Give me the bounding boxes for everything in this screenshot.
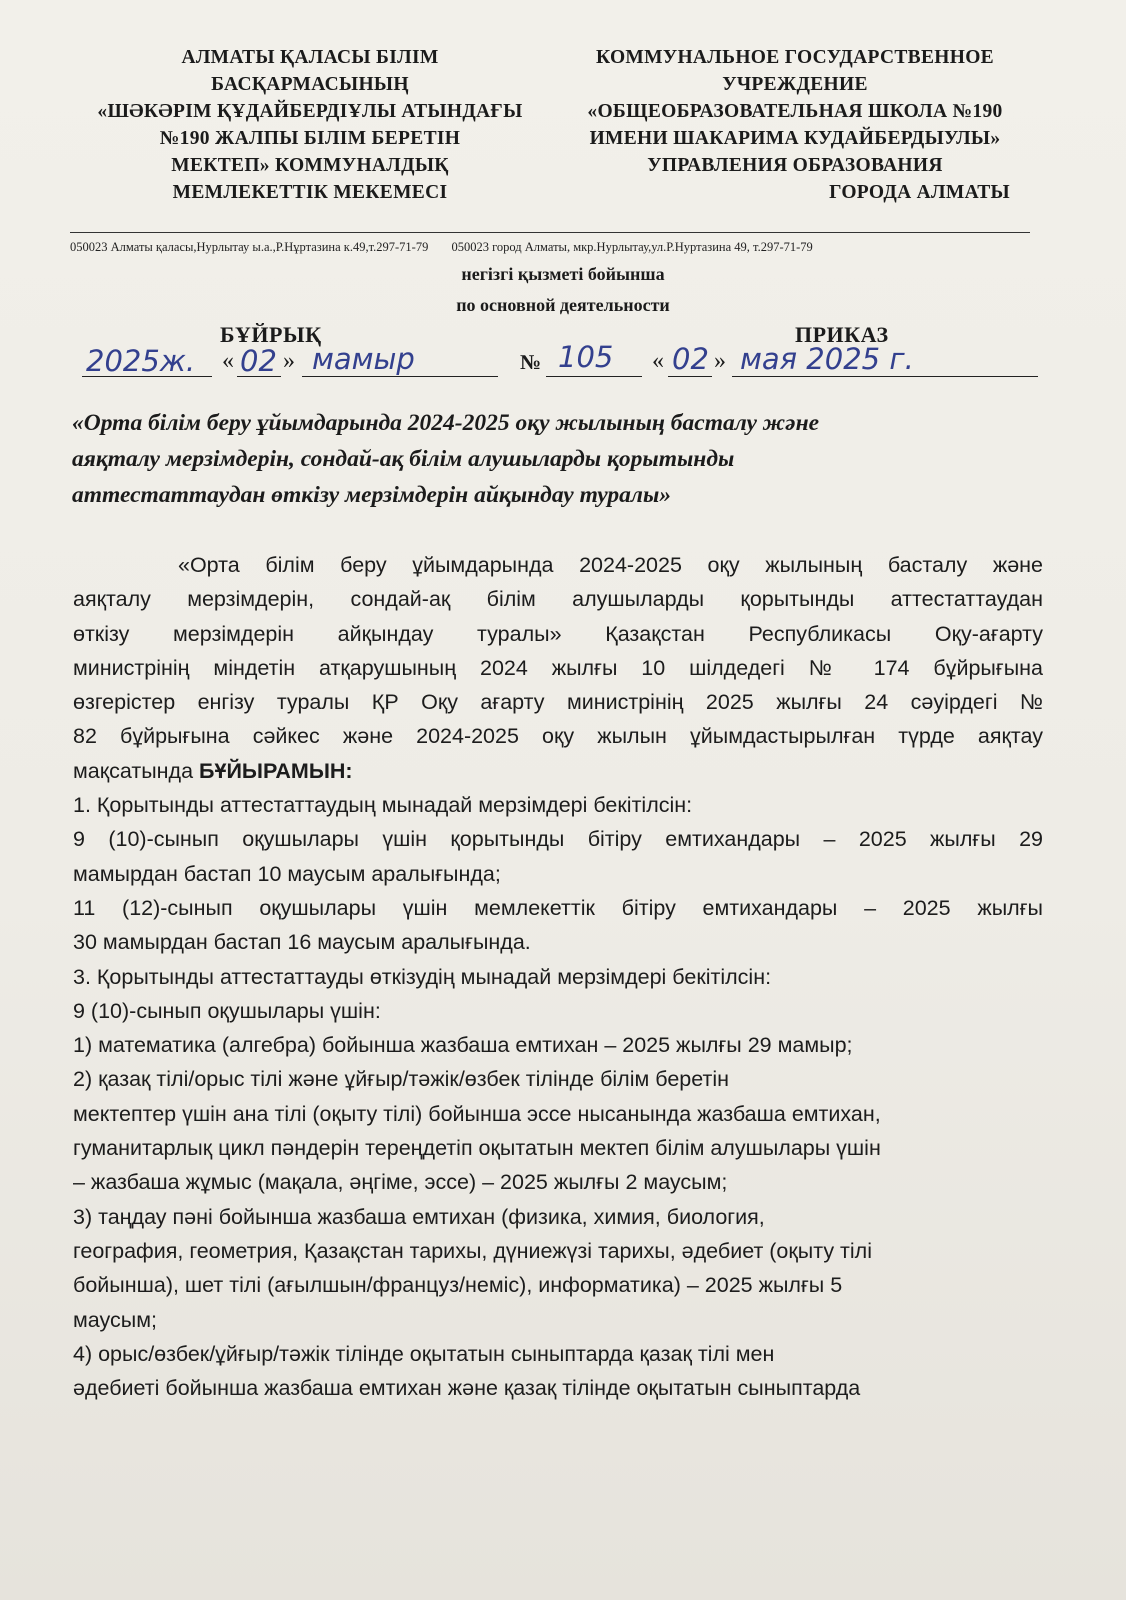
body-line: 11 (12)-сынып оқушылары үшін мемлекеттік бітіру емтихандары – 2025 жылғы — [73, 895, 1043, 920]
order-title — [72, 405, 1072, 513]
body-text: мақсатында — [73, 758, 200, 783]
underline — [668, 376, 712, 377]
header-kz-line: БАСҚАРМАСЫНЫҢ — [211, 74, 409, 95]
activity-ru: по основной деятельности — [456, 295, 670, 315]
handwritten-year-kz: 2025ж. — [86, 344, 196, 378]
body-line: гуманитарлық цикл пәндерін тереңдетіп оқытатын мектеп білім алушылары үшін — [73, 1136, 881, 1161]
handwritten-month-ru: мая 2025 г. — [740, 342, 914, 376]
quote-close: » — [283, 348, 295, 374]
body-line-decree — [73, 754, 1043, 788]
quote-open: « — [222, 348, 234, 374]
handwritten-day-ru: 02 — [672, 342, 709, 376]
body-line: 9 (10)-сынып оқушылары үшін: — [73, 998, 381, 1023]
address-ru: 050023 город Алматы, мкр.Нурлытау,ул.Р.Нуртазина 49, т.297-71-79 — [451, 240, 813, 254]
header-kz-line: МЕКТЕП» КОММУНАЛДЫҚ — [171, 155, 449, 176]
underline — [237, 376, 281, 377]
order-label-kz: БҰЙРЫҚ — [220, 322, 322, 347]
body-line: 2) қазақ тілі/орыс тілі және ұйғыр/тәжік/өзбек тілінде білім беретін — [73, 1067, 729, 1092]
header-kazakh — [70, 44, 550, 206]
header-ru-line: «ОБЩЕОБРАЗОВАТЕЛЬНАЯ ШКОЛА №190 — [587, 101, 1003, 122]
header-kz-line: №190 ЖАЛПЫ БІЛІМ БЕРЕТІН — [159, 128, 461, 149]
body-line: 4) орыс/өзбек/ұйғыр/тәжік тілінде оқытатын сыныптарда қазақ тілі мен — [73, 1341, 775, 1366]
address-line — [70, 240, 1050, 255]
handwritten-day-kz: 02 — [240, 344, 277, 378]
body-line: маусым; — [73, 1307, 157, 1332]
body-line: өткізу мерзімдерін айқындау туралы» Қазақстан Республикасы Оқу-ағарту — [73, 621, 1043, 646]
body-line: география, геометрия, Қазақстан тарихы, дүниежүзі тарихы, әдебиет (оқыту тілі — [73, 1238, 872, 1263]
order-body — [73, 548, 1043, 1405]
decree-word: БҰЙЫРАМЫН: — [199, 758, 353, 783]
body-line: 82 бұйрығына сәйкес және 2024-2025 оқу жылын ұйымдастырылған түрде аяқтау — [73, 724, 1043, 749]
handwritten-month-kz: мамыр — [312, 342, 415, 376]
header-kz-line: «ШӘКӘРІМ ҚҰДАЙБЕРДІҰЛЫ АТЫНДАҒЫ — [97, 101, 523, 122]
body-line: 1. Қорытынды аттестаттаудың мынадай мерзімдері бекітілсін: — [73, 793, 693, 818]
body-line: 30 мамырдан бастап 16 маусым аралығында. — [73, 930, 531, 955]
order-label-ru: ПРИКАЗ — [795, 322, 889, 347]
body-line: бойынша), шет тілі (ағылшын/француз/неміс), информатика) – 2025 жылғы 5 — [73, 1273, 843, 1298]
activity-kz: негізгі қызметі бойынша — [461, 264, 665, 284]
underline — [732, 376, 1038, 377]
body-line: 3) таңдау пәні бойынша жазбаша емтихан (физика, химия, биология, — [73, 1204, 765, 1229]
header-divider — [70, 232, 1030, 233]
header-ru-line: УПРАВЛЕНИЯ ОБРАЗОВАНИЯ — [647, 155, 943, 176]
order-title-line: аяқталу мерзімдерін, сондай-ақ білім алушыларды қорытынды — [72, 446, 735, 472]
body-line: өзгерістер енгізу туралы ҚР Оқу ағарту министрінің 2025 жылғы 24 сәуірдегі № — [73, 690, 1043, 715]
header-ru-line: УЧРЕЖДЕНИЕ — [722, 74, 868, 95]
body-line: мамырдан бастап 10 маусым аралығында; — [73, 861, 501, 886]
number-sign: № — [520, 350, 542, 374]
header-ru-line: КОММУНАЛЬНОЕ ГОСУДАРСТВЕННОЕ — [596, 47, 994, 68]
header-ru-line: ИМЕНИ ШАКАРИМА КУДАЙБЕРДЫУЛЫ» — [589, 128, 1001, 149]
body-line: министрінің міндетін атқарушының 2024 жылғы 10 шілдедегі № 174 бұйрығына — [73, 655, 1043, 680]
body-line: әдебиеті бойынша жазбаша емтихан және қазақ тілінде оқытатын сыныптарда — [73, 1376, 861, 1401]
quote-open: « — [652, 348, 664, 374]
body-line: аяқталу мерзімдерін, сондай-ақ білім алушыларды қорытынды аттестаттаудан — [73, 587, 1043, 612]
quote-close: » — [714, 348, 726, 374]
order-date-number-line — [80, 342, 1050, 390]
body-line: «Орта білім беру ұйымдарында 2024-2025 оқу жылының басталу және — [178, 553, 1043, 577]
order-title-line: аттестаттаудан өткізу мерзімдерін айқындау туралы» — [72, 482, 672, 508]
body-line: 3. Қорытынды аттестаттауды өткізудің мынадай мерзімдері бекітілсін: — [73, 964, 772, 989]
header-kz-line: АЛМАТЫ ҚАЛАСЫ БІЛІМ — [181, 47, 439, 68]
body-line: 9 (10)-сынып оқушылары үшін қорытынды бітіру емтихандары – 2025 жылғы 29 — [73, 827, 1043, 852]
handwritten-order-number: 105 — [558, 340, 614, 374]
header-kz-line: МЕМЛЕКЕТТІК МЕКЕМЕСІ — [172, 182, 448, 203]
header-russian — [560, 44, 1030, 206]
order-title-line: «Орта білім беру ұйымдарында 2024-2025 оқу жылының басталу және — [72, 410, 820, 436]
body-line: – жазбаша жұмыс (мақала, әңгіме, эссе) – 2025 жылғы 2 маусым; — [73, 1170, 728, 1195]
header-ru-line: ГОРОДА АЛМАТЫ — [829, 182, 1010, 203]
address-kz: 050023 Алматы қаласы,Нурлытау ы.а.,Р.Нұртазина к.49,т.297-71-79 — [70, 240, 429, 254]
underline — [302, 376, 498, 377]
underline — [82, 376, 212, 377]
body-line: 1) математика (алгебра) бойынша жазбаша емтихан – 2025 жылғы 29 мамыр; — [73, 1033, 853, 1058]
underline — [546, 376, 642, 377]
body-line: мектептер үшін ана тілі (оқыту тілі) бойынша эссе нысанында жазбаша емтихан, — [73, 1101, 881, 1126]
